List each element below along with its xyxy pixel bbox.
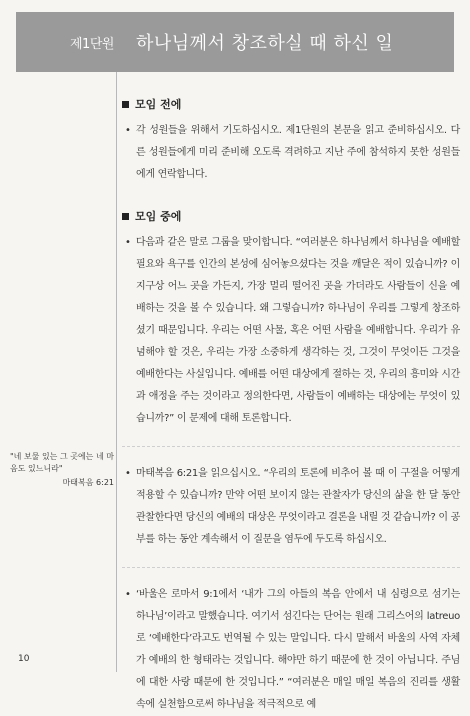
section-during-meeting bbox=[122, 208, 460, 716]
list-item bbox=[122, 584, 460, 716]
bullet-dot-icon: • bbox=[125, 237, 131, 248]
list-item-text: 다음과 같은 말로 그룹을 맞이합니다. “여러분은 하나님께서 하나님을 예배할 필요와 욕구를 인간의 본성에 심어놓으셨다는 것을 깨달은 적이 있습니까? 이 지구상 어느 곳을 가든지, 가장 멀리 떨어진 곳을 가더라도 사람들이 신을 예배하는 것을 볼 수 있습니다. 왜 그렇습니까? 하나님이 우리를 그렇게 창조하셨기 때문입니다. 우리는 어떤 사물, 혹은 어떤 사람을 예배합니다. 우리가 유념해야 할 것은, 우리는 가장 소중하게 생각하는 것, 그것이 무엇이든 그것을 예배한다는 사실입니다. 예배를 어떤 대상에게 절하는 것, 우리의 흥미와 시간과 애정을 주는 것이라고 정의한다면, 사람들이 예배하는 대상에는 무엇이 있습니까?” 이 문제에 대해 토론합니다. bbox=[136, 237, 460, 424]
unit-header-banner bbox=[16, 12, 454, 72]
page-number: 10 bbox=[18, 654, 30, 664]
unit-title: 하나님께서 창조하실 때 하신 일 bbox=[135, 33, 394, 54]
list-item-text: ‘바울은 로마서 9:1에서 ‘내가 그의 아들의 복음 안에서 내 심령으로 섬기는 하나님’이라고 말했습니다. 여기서 섬긴다는 단어는 원래 그리스어의 latreuo로 ‘예배한다’라고도 번역될 수 있는 말입니다. 다시 말해서 바울의 사역 자체가 예배의 한 형태라는 것입니다. 해야만 하기 때문에 한 것이 아닙니다. 주님에 대한 사랑 때문에 한 것입니다.” “여러분은 매일 매일 복음의 진리를 생활 속에 실천함으로써 하나님을 적극적으로 예 bbox=[136, 589, 460, 710]
section-heading-text: 모임 전에 bbox=[135, 98, 182, 111]
margin-quote-reference: 마태복음 6:21 bbox=[62, 478, 114, 487]
main-content bbox=[122, 96, 460, 716]
unit-label: 제1단원 bbox=[70, 36, 114, 52]
square-bullet-icon bbox=[122, 213, 129, 220]
margin-quote bbox=[10, 451, 114, 489]
margin-quote-text: "네 보물 있는 그 곳에는 네 마음도 있느니라" bbox=[10, 452, 114, 473]
bullet-dot-icon: • bbox=[125, 468, 131, 479]
list-item-text: 마태복음 6:21을 읽으십시오. “우리의 토론에 비추어 볼 때 이 구절을 어떻게 적용할 수 있습니까? 만약 어떤 보이지 않는 관찰자가 당신의 삶을 한 달 동안 관찰한다면 당신의 예배의 대상은 무엇이라고 결론을 내릴 것 같습니까? 이 공부를 하는 동안 계속해서 이 질문을 염두에 두도록 하십시오. bbox=[136, 468, 460, 545]
section-before-meeting bbox=[122, 96, 460, 186]
section-heading-text: 모임 중에 bbox=[135, 210, 182, 223]
dashed-divider bbox=[122, 446, 460, 447]
bullet-dot-icon: • bbox=[125, 589, 131, 600]
list-item bbox=[122, 232, 460, 430]
bullet-dot-icon: • bbox=[125, 125, 131, 136]
square-bullet-icon bbox=[122, 101, 129, 108]
section-heading bbox=[122, 208, 460, 224]
list-item bbox=[122, 120, 460, 186]
list-item bbox=[122, 463, 460, 551]
dashed-divider bbox=[122, 567, 460, 568]
section-heading bbox=[122, 96, 460, 112]
list-item-text: 각 성원들을 위해서 기도하십시오. 제1단원의 본문을 읽고 준비하십시오. 다른 성원들에게 미리 준비해 오도록 격려하고 지난 주에 참석하지 못한 성원들에게 연락합니다. bbox=[136, 125, 460, 180]
margin-divider-line bbox=[116, 72, 117, 672]
